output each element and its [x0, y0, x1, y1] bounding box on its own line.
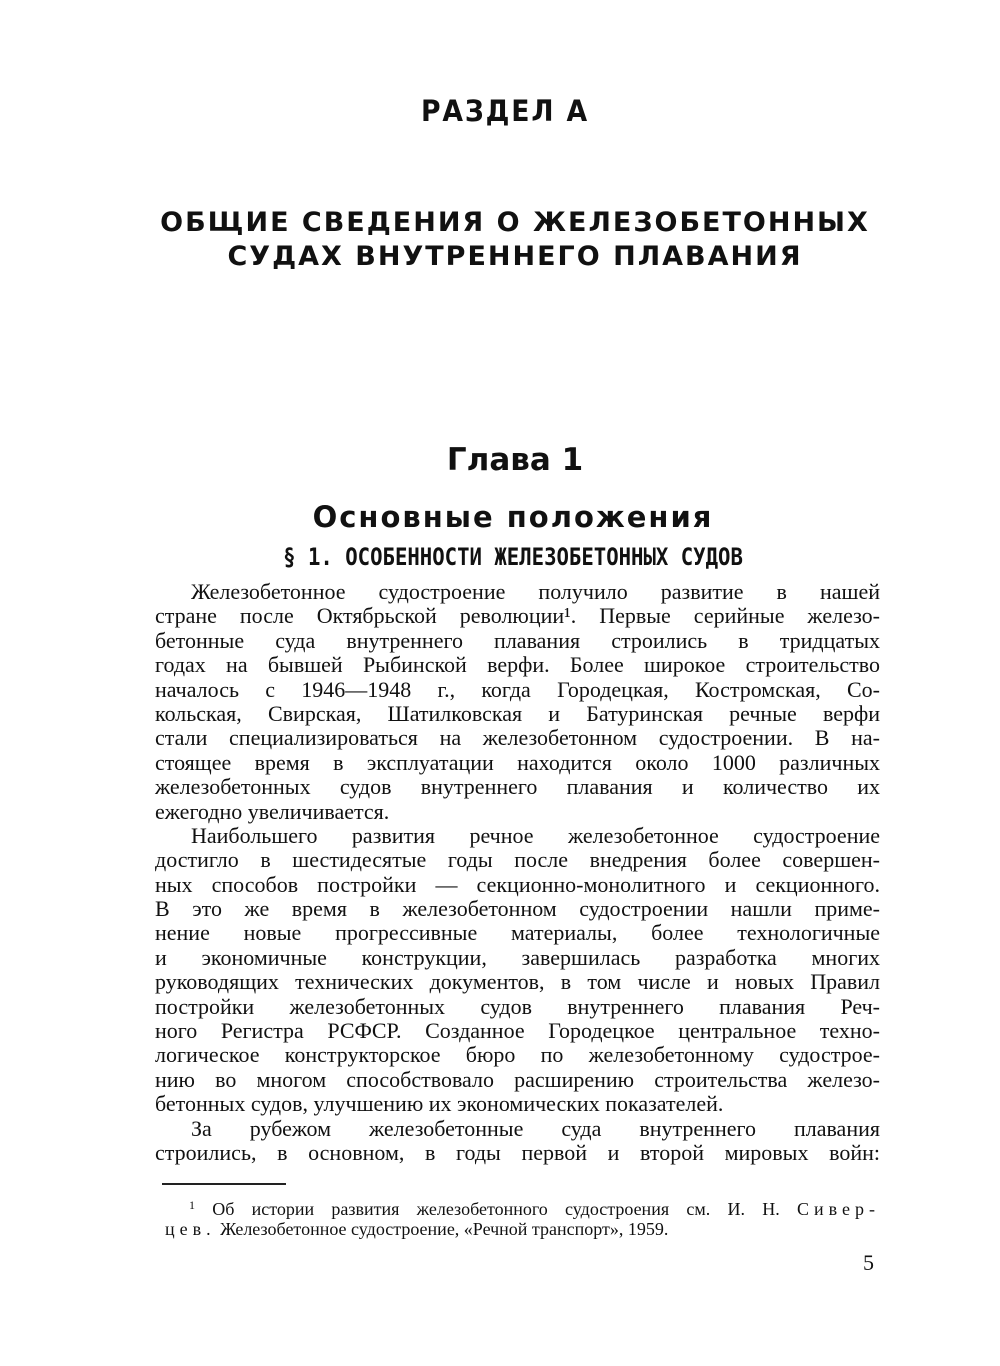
chapter-label: Глава 1 — [446, 442, 584, 478]
body-line: постройки железобетонных судов внутреннего плавания Реч- — [155, 993, 880, 1019]
body-line: ных способов постройки — секционно-монолитного и секционного. — [155, 871, 880, 897]
footnote-marker: 1 — [189, 1198, 195, 1212]
body-line: кольская, Свирская, Шатилковская и Батуринская речные верфи — [155, 700, 880, 726]
body-line: бетонных судов, улучшению их экономических показателей. — [155, 1091, 724, 1117]
footnote-citation: Железобетонное судостроение, «Речной транспорт», 1959. — [220, 1219, 669, 1239]
footnote-divider — [162, 1183, 286, 1185]
body-line: железобетонных судов внутреннего плавания и количество их — [155, 774, 880, 800]
section-subtitle-line-2: СУДАХ ВНУТРЕННЕГО ПЛАВАНИЯ — [227, 241, 803, 272]
footnote-text: Об истории развития железобетонного судостроения см. И. Н. — [212, 1199, 780, 1219]
footnote-author-part2: цев. — [165, 1219, 216, 1239]
body-line: стоящее время в эксплуатации находится около 1000 различных — [155, 749, 880, 775]
body-line: и экономичные конструкции, завершилась разработка многих — [155, 944, 880, 970]
body-line: ного Регистра РСФСР. Созданное Городецкое центральное техно- — [155, 1018, 880, 1044]
body-line: ежегодно увеличивается. — [155, 798, 390, 824]
body-line: годах на бывшей Рыбинской верфи. Более широкое строительство — [155, 652, 880, 678]
body-line: началось с 1946—1948 г., когда Городецкая, Костромская, Со- — [155, 676, 880, 702]
body-line: За рубежом железобетонные суда внутреннего плавания — [191, 1115, 880, 1141]
body-line: строились, в основном, в годы первой и второй мировых войн: — [155, 1139, 880, 1165]
body-line: стране после Октябрьской революции¹. Первые серийные железо- — [155, 603, 880, 629]
section-subtitle — [0, 206, 1000, 274]
page-number: 5 — [863, 1250, 874, 1275]
body-line: нение новые прогрессивные материалы, более технологичные — [155, 920, 880, 946]
body-line: достигло в шестидесятые годы после внедрения более совершен- — [155, 847, 880, 873]
body-line: Наибольшего развития речное железобетонное судостроение — [191, 822, 880, 848]
body-line: В это же время в железобетонном судостроении нашли приме- — [155, 896, 880, 922]
footnote — [165, 1193, 880, 1241]
body-line: Железобетонное судостроение получило развитие в нашей — [191, 579, 880, 604]
chapter-title: Основные положения — [312, 500, 714, 534]
body-line: стали специализироваться на железобетонном судостроении. В на- — [155, 725, 880, 751]
paragraph-heading: § 1. ОСОБЕННОСТИ ЖЕЛЕЗОБЕТОННЫХ СУДОВ — [283, 543, 743, 571]
body-line: руководящих технических документов, в том числе и новых Правил — [155, 969, 880, 995]
footnote-line-1 — [165, 1193, 880, 1217]
section-title: РАЗДЕЛ А — [421, 94, 589, 128]
body-text — [155, 580, 880, 1165]
footnote-line-2 — [165, 1217, 880, 1241]
section-subtitle-line-1: ОБЩИЕ СВЕДЕНИЯ О ЖЕЛЕЗОБЕТОННЫХ — [160, 207, 870, 238]
body-line: бетонные суда внутреннего плавания строились в тридцатых — [155, 627, 880, 653]
body-line: логическое конструкторское бюро по железобетонному судострое- — [155, 1042, 880, 1068]
footnote-author-part1: Сивер- — [796, 1199, 880, 1219]
body-line: нию во многом способствовало расширению строительства железо- — [155, 1066, 880, 1092]
